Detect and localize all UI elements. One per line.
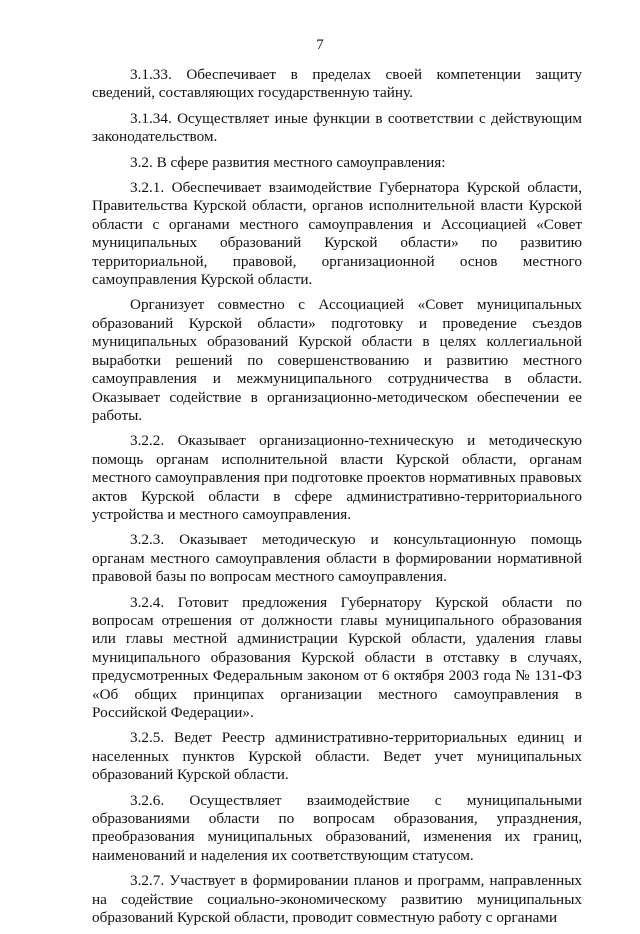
document-body	[92, 66, 582, 934]
paragraph-3-2-1: 3.2.1. Обеспечивает взаимодействие Губернатора Курской области, Правительства Курской области, органов исполнительной власти Курской области с органами местного самоуправления и Ассоциацией «Совет муниципальных образований Курской области» по развитию территориальной, правовой, организационной основ местного самоуправления Курской области.	[92, 179, 582, 289]
page-number: 7	[316, 37, 324, 53]
paragraph-3-1-33: 3.1.33. Обеспечивает в пределах своей компетенции защиту сведений, составляющих государственную тайну.	[92, 66, 582, 102]
paragraph-3-1-34: 3.1.34. Осуществляет иные функции в соответствии с действующим законодательством.	[92, 109, 582, 146]
paragraph-3-2-1-continued: Организует совместно с Ассоциацией «Совет муниципальных образований Курской области» подготовку и проведение съездов муниципальных образований Курской области в целях коллегиальной выработки решений по совершенствованию и развитию местного самоуправления и межмуниципального сотрудничества в области. Оказывает содействие в организационно-методическом обеспечении ее работы.	[92, 296, 582, 424]
paragraph-3-2-3: 3.2.3. Оказывает методическую и консультационную помощь органам местного самоуправления области в формировании нормативной правовой базы по вопросам местного самоуправления.	[92, 531, 582, 586]
paragraph-3-2-4: 3.2.4. Готовит предложения Губернатору Курской области по вопросам отрешения от должности главы муниципального образования или главы местной администрации Курской области, удаления главы муниципального образования Курской области в отставку в случаях, предусмотренных Федеральным законом от 6 октября 2003 года № 131-ФЗ «Об общих принципах организации местного самоуправления в Российской Федерации».	[92, 593, 582, 721]
paragraph-3-2-2: 3.2.2. Оказывает организационно-техническую и методическую помощь органам исполнительной власти Курской области, органам местного самоуправления при подготовке проектов нормативных правовых актов Курской области в сфере административно-территориального устройства и местного самоуправления.	[92, 432, 582, 523]
section-heading-3-2: 3.2. В сфере развития местного самоуправления:	[130, 153, 446, 171]
paragraph-3-2-7: 3.2.7. Участвует в формировании планов и программ, направленных на содействие социально-экономическому развитию муниципальных образований Курской области, проводит совместную работу с органами	[92, 872, 582, 927]
paragraph-3-2-6: 3.2.6. Осуществляет взаимодействие с муниципальными образованиями области по вопросам образования, упразднения, преобразования муниципальных образований, изменения их границ, наименований и наделения их соответствующим статусом.	[92, 791, 582, 864]
paragraph-3-2-5: 3.2.5. Ведет Реестр административно-территориальных единиц и населенных пунктов Курской области. Ведет учет муниципальных образований Курской области.	[92, 729, 582, 784]
